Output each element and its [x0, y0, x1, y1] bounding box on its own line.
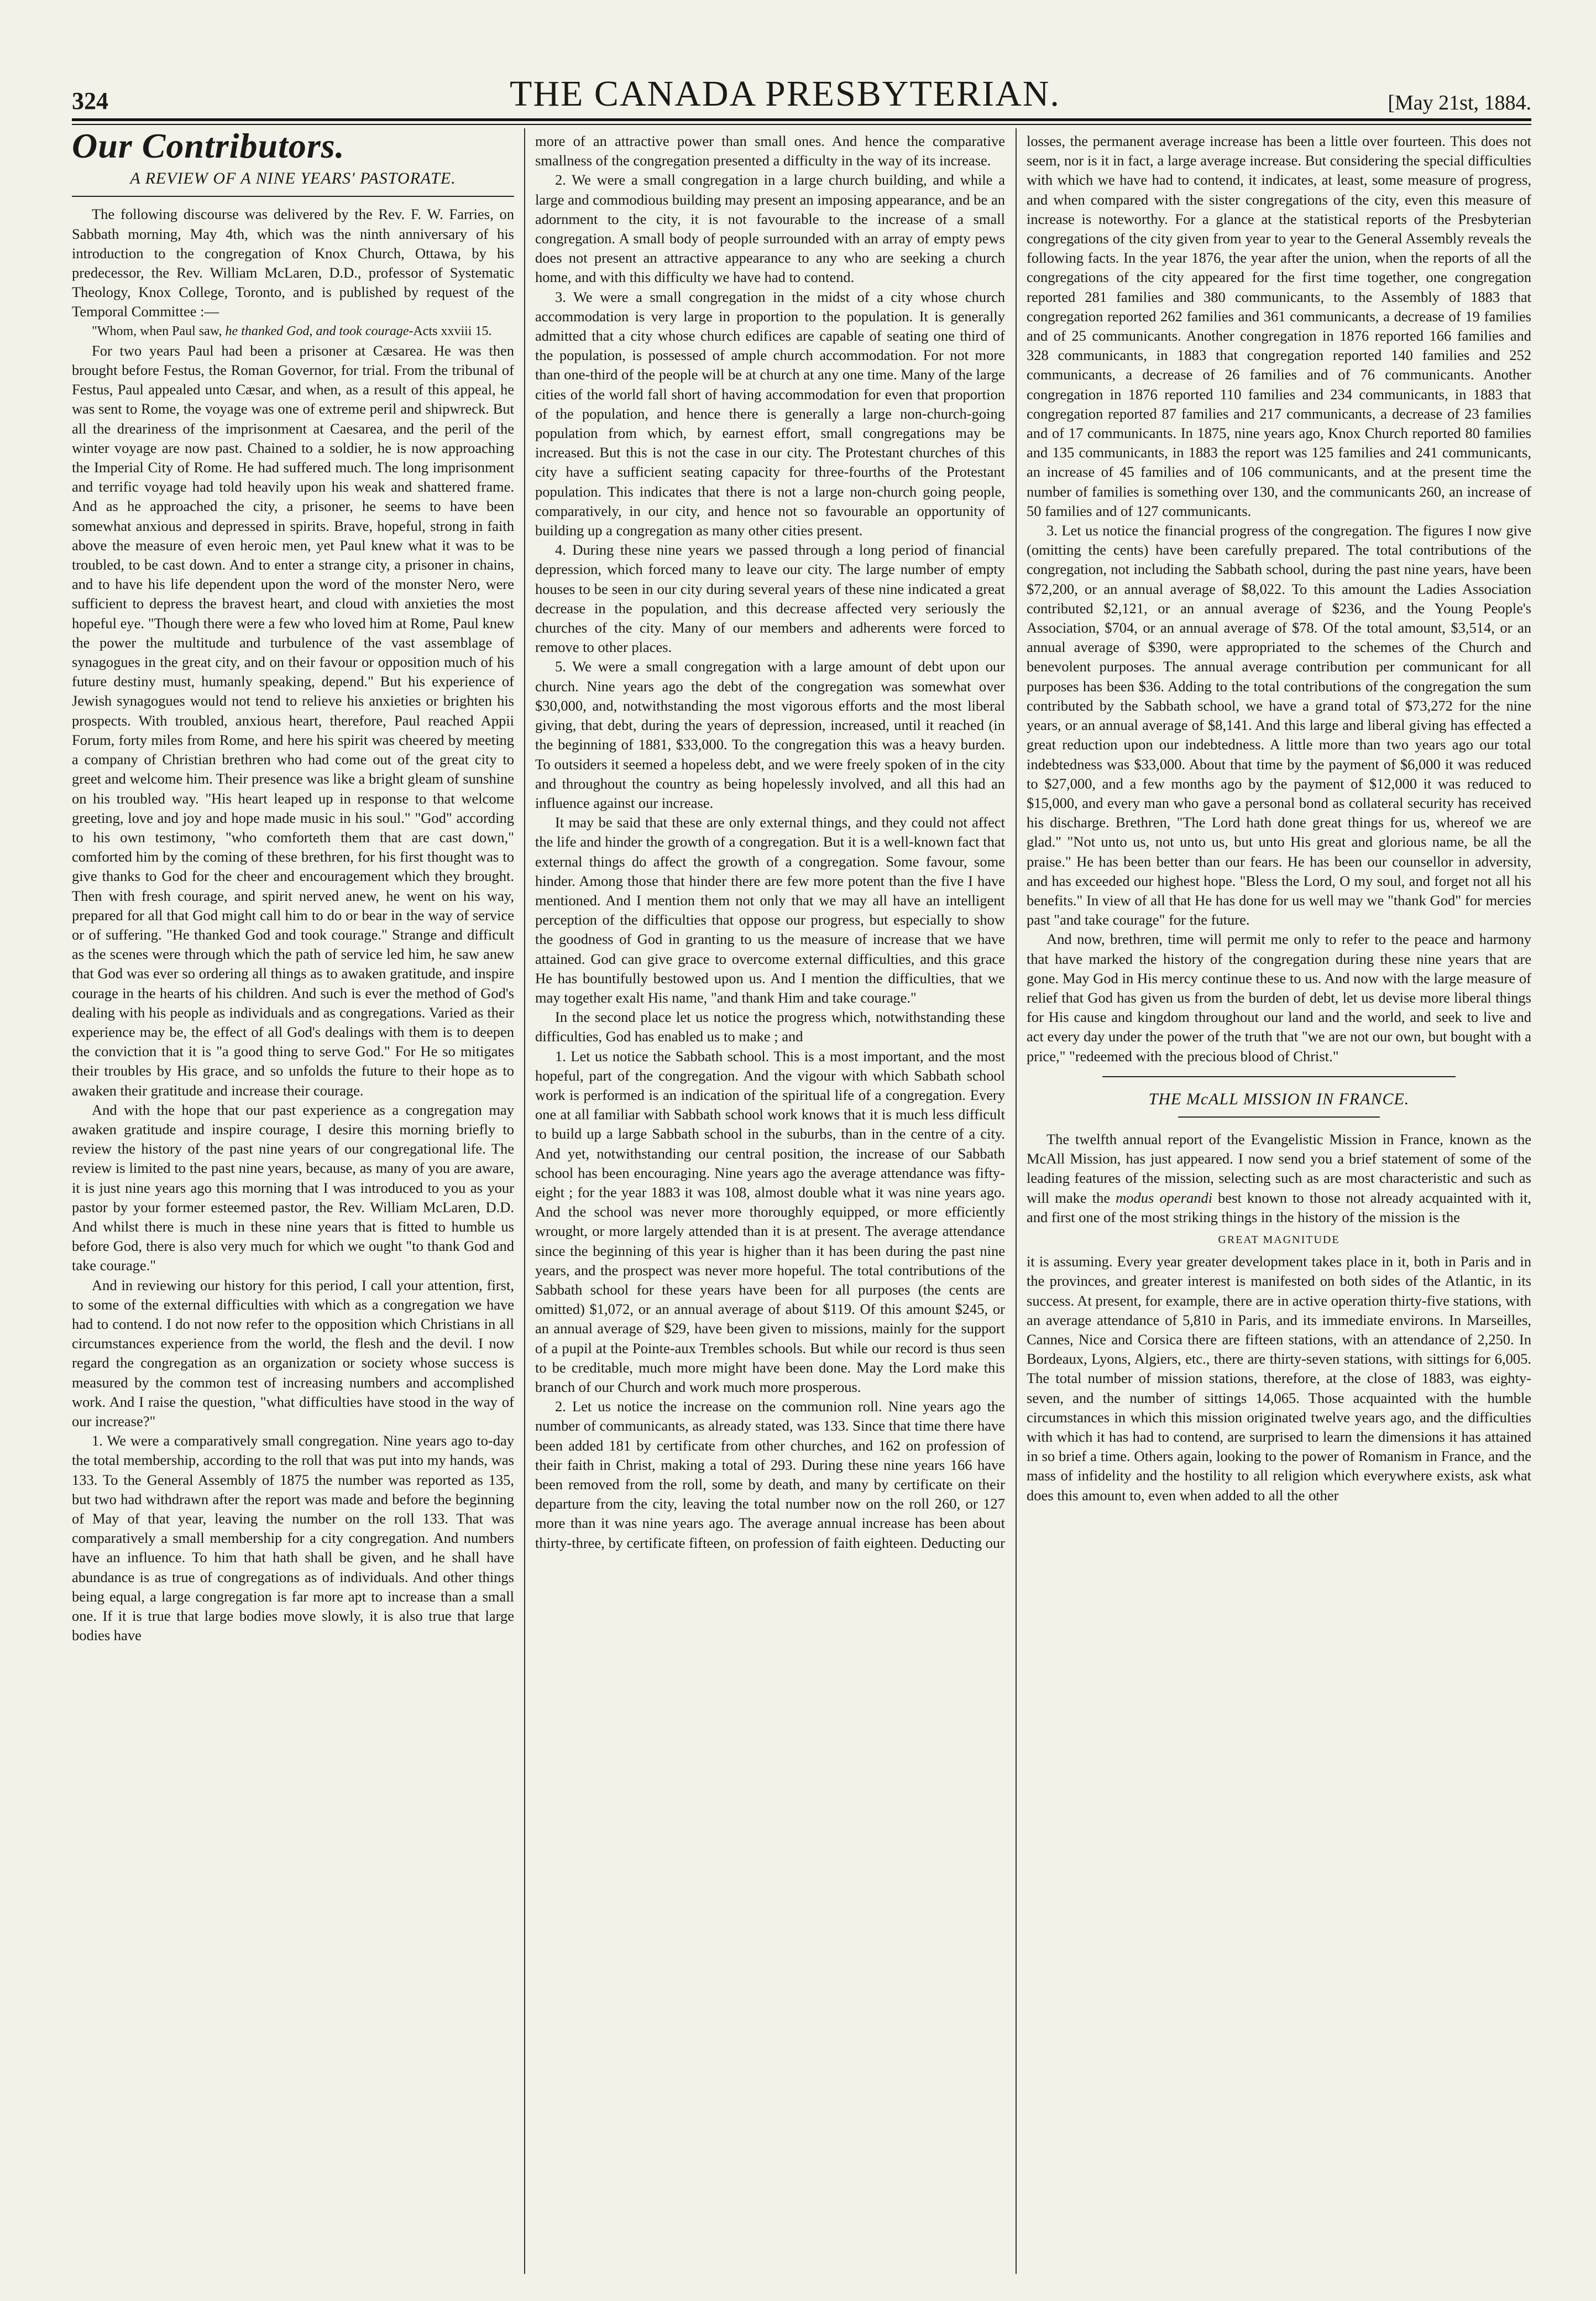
- paragraph: 3. Let us notice the financial progress of the congregation. The figures I now give (omitting the cents) have been carefully prepared. The total contributions of the congregation, not including the Sabbath school, during the past nine years, have been $72,200, or an annual average of $8,022. To this amount the Ladies Association contributed $2,121, or an annual average of $236, and the Young People's Association, $704, or an annual average of $78. Of the total amount, $3,514, or an annual average of $390, were appropriated to the schemes of the Church and benevolent purposes. The annual average contribution per communicant for all purposes has been $36. Adding to the total contributions of the congregation the sum contributed by the Sabbath school, we have a grand total of $73,272 for the nine years, or an annual average of $8,141. And this large and liberal giving has effected a great reduction upon our indebtedness. A little more than two years ago our total indebtedness was $33,000. About that time by the payment of $6,000 it was reduced to $27,000, and a few months ago by the payment of $12,000 it was reduced to $15,000, and every man who gave a personal bond as collateral security has received his discharge. Brethren, "The Lord hath done great things for us, whereof we are glad." "Not unto us, not unto us, but unto His great and glorious name, be all the praise." He has been better than our fears. He has been our counsellor in adversity, and has exceeded our highest hope. "Bless the Lord, O my soul, and forget not all his benefits." In view of all that He has done for us well may we "thank God" for mercies past "and take courage" for the future.: [1027, 522, 1531, 928]
- paragraph: 2. Let us notice the increase on the communion roll. Nine years ago the number of communicants, as already stated, was 133. Since that time there have been added 181 by certificate from other churches, and 162 on profession of their faith in Christ, making a total of 293. During these nine years 166 have been removed from the roll, some by death, and many by certificate on their departure from the city, leaving the total number now on the roll 260, or 127 more than it was nine years ago. The average annual increase has been about thirty-three, by certificate fifteen, on profession of faith eighteen. Deducting our: [535, 1398, 1005, 1551]
- paragraph: 4. During these nine years we passed through a long period of financial depression, which forced many to leave our city. The large number of empty houses to be seen in our city during several years of these nine indicated a great decrease in the population, and this decrease affected very seriously the churches of the city. Many of our members and adherents were forced to remove to other places.: [535, 541, 1005, 656]
- quote-reference: -Acts xxviii 15.: [409, 324, 492, 338]
- column-2: [535, 132, 1005, 2272]
- paragraph: For two years Paul had been a prisoner at Cæsarea. He was then brought before Festus, the Roman Governor, for trial. From the tribunal of Festus, Paul appealed unto Cæsar, and when, as a result of this appeal, he was sent to Rome, the voyage was one of extreme peril and shipwreck. But all the dreariness of the imprisonment at Caesarea, and the peril of the winter voyage are now past. Chained to a soldier, he is now approaching the Imperial City of Rome. He had suffered much. The long imprisonment and terrific voyage had told heavily upon his weak and shattered frame. And as he approached the city, a prisoner, he seems to have been somewhat anxious and depressed in spirits. Brave, hopeful, strong in faith above the measure of even heroic men, yet Paul knew what it was to be troubled, to be cast down. And to enter a strange city, a prisoner in chains, and to have his life dependent upon the word of the monster Nero, were sufficient to depress the bravest heart, and cloud with anxieties the most hopeful eye. "Though there were a few who loved him at Rome, Paul knew the power the multitude and turbulence of the vast assemblage of synagogues in the great city, and on their favour or opposition much of his future destiny must, humanly speaking, depend." But his experience of Jewish synagogues would not tend to relieve his anxieties or brighten his prospects. With troubled, anxious heart, therefore, Paul reached Appii Forum, forty miles from Rome, and here his spirit was cheered by meeting a company of Christian brethren who had come out of the great city to greet and welcome him. Their presence was like a bright gleam of sunshine on his troubled way. "His heart leaped up in response to that welcome greeting, love and joy and hope made music in his soul." "God" according to his own testimony, "who comforteth them that are cast down," comforted him by the coming of these brethren, for his first thought was to give thanks to God for the cheer and encouragement which they brought. Then with fresh courage, and spirit nerved anew, he went on his way, prepared for all that God might call him to do or bear in the way of service or of suffering. "He thanked God and took courage." Strange and difficult as the scenes were through which the path of service led him, he saw anew that God was ever so ordering all things as to awaken gratitude, and inspire courage in the hearts of his children. And such is ever the method of God's dealing with his people as individuals and as congregations. Varied as their experience may be, the effect of all God's dealings with them is to deepen the conviction that it is "a good thing to serve God." For He so mitigates their troubles by His grace, and so unfolds the future to their hope as to awaken their gratitude and increase their courage.: [72, 342, 514, 1099]
- quote-text: "Whom, when Paul saw,: [92, 324, 226, 338]
- page-number: 324: [72, 87, 108, 114]
- scripture-quote: [72, 322, 514, 341]
- department-heading: Our Contributors.: [72, 132, 345, 165]
- intro-paragraph: The following discourse was delivered by the Rev. F. W. Farries, on Sabbath morning, May 4th, which was the ninth anniversary of his introduction to the congregation of Knox Church, Ottawa, by his predecessor, the Rev. William McLaren, D.D., professor of Systematic Theology, Knox College, Toronto, and is published by request of the Temporal Committee :—: [72, 206, 514, 320]
- column-1: [72, 132, 514, 2272]
- article-separator: [1102, 1076, 1456, 1077]
- quote-italic: he thanked God, and took courage: [225, 324, 409, 338]
- section-subheading: GREAT MAGNITUDE: [1218, 1233, 1340, 1246]
- masthead-rule-thin: [72, 124, 1531, 125]
- italic-phrase: modus operandi: [1116, 1189, 1213, 1206]
- paragraph: 5. We were a small congregation with a large amount of debt upon our church. Nine years ago the debt of the congregation was somewhat over $30,000, and, notwithstanding the most vigorous efforts and the most liberal giving, that debt, during the years of depression, increased, until it reached (in the beginning of 1881, $33,000. To the congregation this was a heavy burden. To outsiders it seemed a hopeless debt, and we were freely spoken of in the city and throughout the country as being hopelessly involved, and all this had an influence against our increase.: [535, 658, 1005, 811]
- column-divider-2: [1016, 128, 1017, 2274]
- paragraph: It may be said that these are only external things, and they could not affect the life and hinder the growth of a congregation. But it is a well-known fact that external things do affect the growth of a congregation. Some favour, some hinder. Among those that hinder there are few more potent than the five I have mentioned. And I mention them not only that we may all have an intelligent perception of the difficulties that oppose our progress, but especially to show the goodness of God in granting to us the measure of increase that we have attained. God can give grace to overcome external difficulties, and this grace He has bountifully bestowed upon us. And I mention the difficulties, that we may together exalt His name, "and thank Him and take courage.": [535, 814, 1005, 1006]
- paragraph: 1. We were a comparatively small congregation. Nine years ago to-day the total membership, according to the roll that was put into my hands, was 133. To the General Assembly of 1875 the number was reported as 135, but two had withdrawn after the report was made and before the beginning of May of that year, leaving the number on the roll 133. That was comparatively a small membership for a city congregation. And numbers have an influence. To him that hath shall be given, and he shall have abundance is as true of congregations as of individuals. And other things being equal, a large congregation is far more apt to increase than a small one. If it is true that large bodies move slowly, it is also true that large bodies have: [72, 1432, 514, 1644]
- paragraph: And now, brethren, time will permit me only to refer to the peace and harmony that have marked the history of the congregation during these nine years that are gone. May God in His mercy continue these to us. And now with the large measure of relief that God has given us from the burden of debt, let us devise more liberal things for His cause and kingdom throughout our land and the world, and seek to live and act every day under the power of the truth that "we are not our own, but bought with a price," "redeemed with the precious blood of Christ.": [1027, 931, 1531, 1065]
- article-title: A REVIEW OF A NINE YEARS' PASTORATE.: [130, 169, 456, 188]
- newspaper-title: THE CANADA PRESBYTERIAN.: [510, 74, 1060, 114]
- paragraph: losses, the permanent average increase has been a little over fourteen. This does not seem, nor is it in fact, a large average increase. But considering the special difficulties with which we have had to contend, it indicates, at least, some measure of progress, and when compared with the sister congregations of the city, even this measure of increase is noteworthy. For a glance at the statistical reports of the Presbyterian congregations of the city given from year to year to the General Assembly reveals the following facts. In the year 1876, the year after the union, when the reports of all the congregations of the city appeared for the first time together, one congregation reported 281 families and 380 communicants, to the Assembly of 1883 that congregation reported 262 families and 361 communicants, a decrease of 19 families and of 25 communicants. Another congregation in 1876 reported 166 families and 328 communicants, in 1883 that congregation reported 140 families and 252 communicants, a decrease of 26 families and of 76 communicants. Another congregation in 1876 reported 110 families and 234 communicants, in 1883 that congregation reported 87 families and 217 communicants, a decrease of 23 families and of 17 communicants. In 1875, nine years ago, Knox Church reported 80 families and 135 communicants, in 1883 the report was 125 families and 241 communicants, an increase of 45 families and of 106 communicants, and at the present time the number of families is something over 130, and the communicants 260, an increase of 50 families and of 127 communicants.: [1027, 133, 1531, 519]
- paragraph: [1027, 1130, 1531, 1227]
- paragraph: In the second place let us notice the progress which, notwithstanding these difficulties, God has enabled us to make ; and: [535, 1009, 1005, 1045]
- title-rule: [72, 196, 514, 197]
- paragraph: 2. We were a small congregation in a large church building, and while a large and commodious building may present an imposing appearance, and be an adornment to the city, it is not favourable to the increase of a small congregation. A small body of people surrounded with an array of empty pews does not present an attractive appearance to any who are seeking a church home, and with this difficulty we have had to contend.: [535, 171, 1005, 286]
- paragraph: it is assuming. Every year greater development takes place in it, both in Paris and in the provinces, and greater interest is manifested on both sides of the Atlantic, in its success. At present, for example, there are in active operation thirty-five stations, with an average attendance of 5,810 in Paris, and its immediate environs. In Marseilles, Cannes, Nice and Corsica there are fifteen stations, with an attendance of 2,250. In Bordeaux, Lyons, Algiers, etc., there are thirty-seven stations, with sittings for 6,005. The total number of mission stations, therefore, at the close of 1883, was eighty-seven, and the number of sittings 14,065. Those acquainted with the humble circumstances in which this mission originated twelve years ago, and the difficulties with which it has had to contend, are surprised to learn the dimensions it has attained in so brief a time. Others again, looking to the power of Romanism in France, and the mass of infidelity and the hostility to all religion which everywhere exists, ask what does this amount to, even when added to all the other: [1027, 1253, 1531, 1504]
- paragraph: more of an attractive power than small ones. And hence the comparative smallness of the congregation presented a difficulty in the way of its increase.: [535, 133, 1005, 169]
- issue-date: [May 21st, 1884.: [1388, 91, 1531, 114]
- paragraph: And in reviewing our history for this period, I call your attention, first, to some of the external difficulties with which as a congregation we have had to contend. I do not now refer to the opposition which Christians in all circumstances experience from the world, the flesh and the devil. I now regard the congregation as an organization or society whose success is measured by the common test of increasing numbers and accomplished work. And I raise the question, "what difficulties have stood in the way of our increase?": [72, 1276, 514, 1429]
- paragraph: 3. We were a small congregation in the midst of a city whose church accommodation is very large in proportion to the population. It is generally admitted that a city whose church edifices are capable of seating one third of the population, is possessed of ample church accommodation. For not more than one-third of the people will be at church at any one time. Many of the large cities of the world fall short of having accommodation for even that proportion of the population, and hence there is generally a large non-church-going population from which, by earnest effort, small congregations may be increased. But this is not the case in our city. The Protestant churches of this city have a sufficient seating capacity for three-fourths of the Protestant population. This indicates that there is not a large non-church going people, comparatively, in our city, and hence not so favourable an opportunity of building up a congregation as many other cities present.: [535, 288, 1005, 539]
- column-divider-1: [524, 128, 525, 2274]
- title-rule: [1178, 1116, 1380, 1118]
- column-3: [1027, 132, 1531, 2272]
- article-title: THE McALL MISSION IN FRANCE.: [1148, 1089, 1410, 1108]
- masthead-rule-thick: [72, 118, 1531, 121]
- masthead: [72, 71, 1531, 115]
- text-run: The twelfth annual report of the Evangelistic Mission in France, known as the McAll Mission, has just appeared. I now send you a brief statement of some of the leading features of the mission, selecting such as are most characteristic and such as will make the: [1027, 1130, 1531, 1206]
- paragraph: And with the hope that our past experience as a congregation may awaken gratitude and inspire courage, I desire this morning briefly to review the history of the past nine years of our congregational life. The review is limited to the past nine years, because, as many of you are aware, it is just nine years ago this morning that I was introduced to you as your pastor by your former esteemed pastor, the Rev. William McLaren, D.D. And whilst there is much in these nine years that is fitted to humble us before God, there is also very much for which we ought "to thank God and take courage.": [72, 1101, 514, 1274]
- paragraph: 1. Let us notice the Sabbath school. This is a most important, and the most hopeful, part of the congregation. And the vigour with which Sabbath school work is performed is an indication of the spiritual life of a congregation. Every one at all familiar with Sabbath school work knows that it is much less difficult to build up a large Sabbath school in the suburbs, than in the centre of a city. And yet, notwithstanding our central position, the increase of our Sabbath school has been encouraging. Nine years ago the average attendance was fifty-eight ; for the year 1883 it was 108, almost double what it was nine years ago. And the school was never more thoroughly equipped, or more efficiently wrought, or more largely attended than it is at present. The average attendance since the beginning of this year is higher than it has been during the past nine years, and the prospect was never more hopeful. The total contributions of the Sabbath school for these years have been for all purposes (the cents are omitted) $1,072, or an annual average of about $119. Of this amount $245, or an annual average of $29, have been given to missions, mainly for the support of a pupil at the Pointe-aux Trembles schools. But while our record is thus seen to be creditable, much more might have been done. May the Lord make this branch of our Church and work much more prosperous.: [535, 1047, 1005, 1395]
- text-run: best known to those not already acquainted with it, and first one of the most striking things in the history of the mission is the: [1027, 1189, 1531, 1225]
